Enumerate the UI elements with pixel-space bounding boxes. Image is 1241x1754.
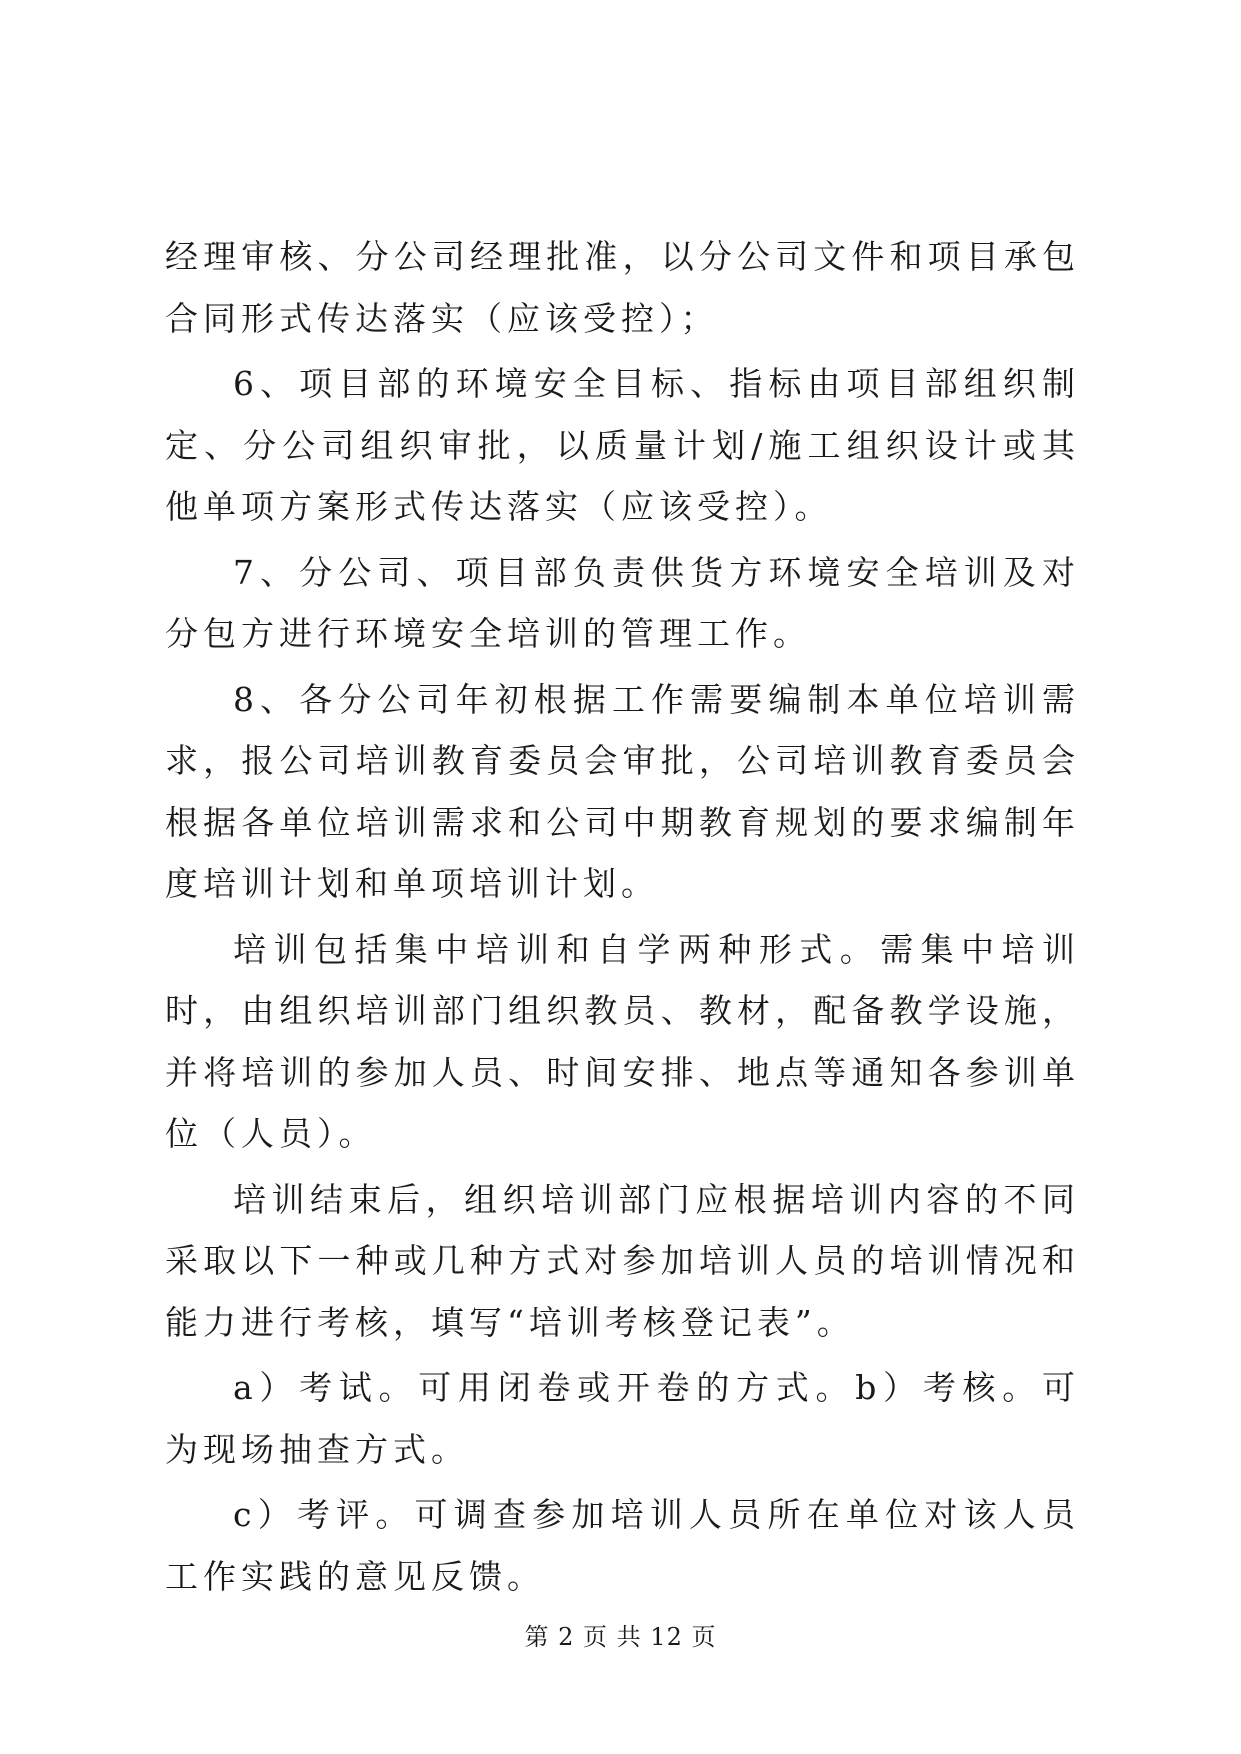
paragraph-item-7: 7、分公司、项目部负责供货方环境安全培训及对分包方进行环境安全培训的管理工作。 (165, 552, 1080, 653)
paragraph-item-8: 8、各分公司年初根据工作需要编制本单位培训需求，报公司培训教育委员会审批，公司培训教育委员会根据各单位培训需求和公司中期教育规划的要求编制年度培训计划和单项培训计划。 (165, 679, 1080, 903)
paragraph-exam-methods: a）考试。可用闭卷或开卷的方式。b）考核。可为现场抽查方式。 (165, 1368, 1080, 1469)
paragraph-training-forms: 培训包括集中培训和自学两种形式。需集中培训时，由组织培训部门组织教员、教材，配备教学设施，并将培训的参加人员、时间安排、地点等通知各参训单位（人员）。 (165, 929, 1080, 1153)
page-number-footer: 第 2 页 共 12 页 (524, 1623, 717, 1651)
paragraph-continuation: 经理审核、分公司经理批准，以分公司文件和项目承包合同形式传达落实（应该受控）； (165, 237, 1080, 338)
paragraph-item-6: 6、项目部的环境安全目标、指标由项目部组织制定、分公司组织审批，以质量计划/施工组织设计或其他单项方案形式传达落实（应该受控）。 (165, 364, 1080, 526)
paragraph-training-assessment: 培训结束后，组织培训部门应根据培训内容的不同采取以下一种或几种方式对参加培训人员的培训情况和能力进行考核，填写“培训考核登记表”。 (165, 1179, 1080, 1342)
paragraph-evaluation: c）考评。可调查参加培训人员所在单位对该人员工作实践的意见反馈。 (165, 1495, 1080, 1596)
document-body (165, 226, 1080, 1611)
